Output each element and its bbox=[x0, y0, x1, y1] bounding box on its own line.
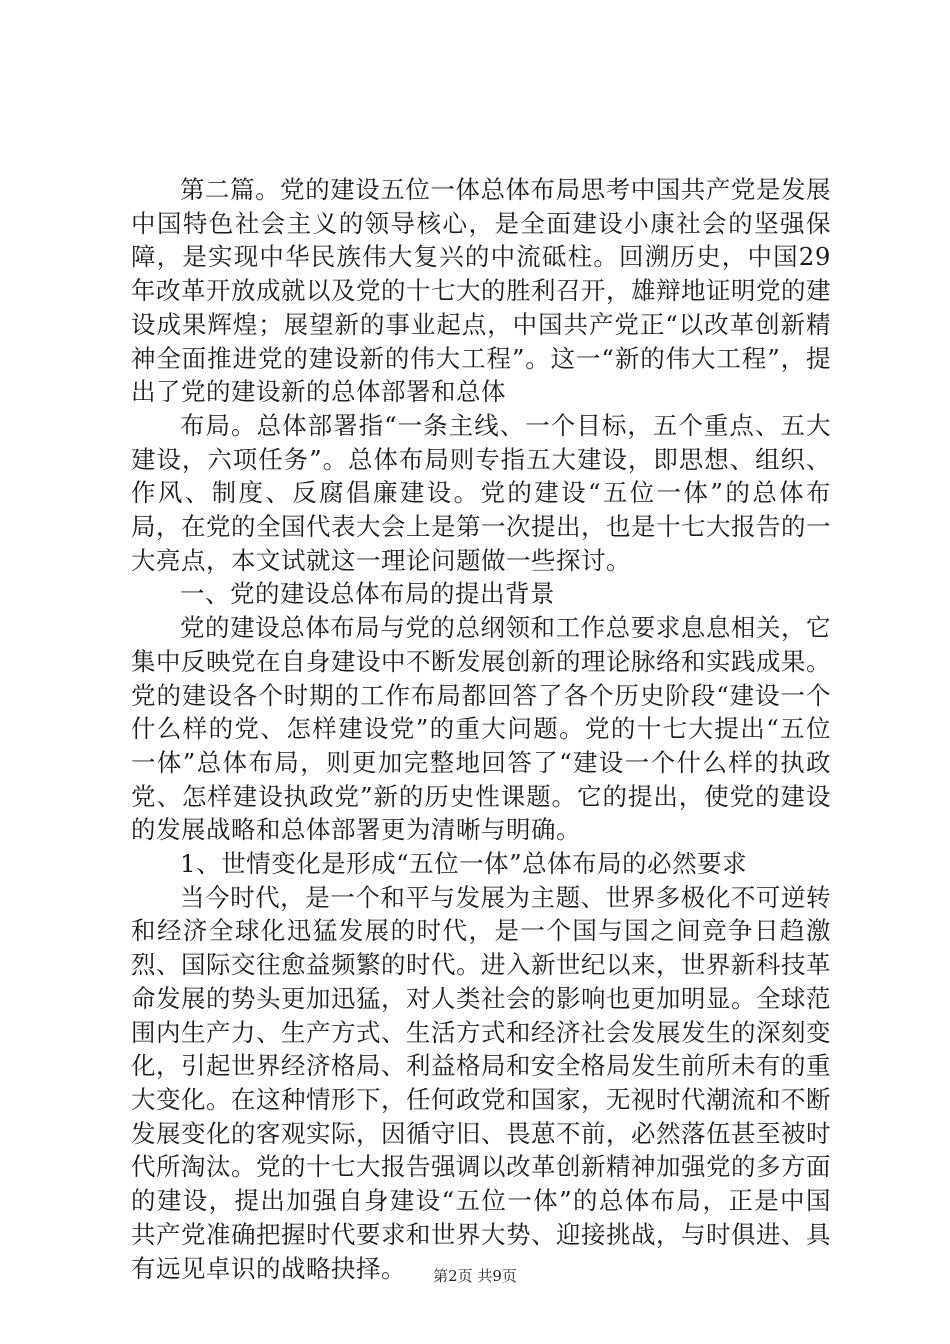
subsection-heading: 1、世情变化是形成“五位一体”总体布局的必然要求 bbox=[180, 849, 748, 879]
page-footer: 第2页 共9页 bbox=[433, 1267, 517, 1285]
paragraph-background: 党的建设总体布局与党的总纲领和工作总要求息息相关，它集中反映党在自身建设中不断发展创新的理论脉络和实践成果。党的建设各个时期的工作布局都回答了各个历史阶段“建设一个什么样的党、怎样建设党”的重大问题。党的十七大提出“五位一体”总体布局，则更加完整地回答了“建设一个什么样的执政党、怎样建设执政党”新的历史性课题。它的提出，使党的建设的发展战略和总体部署更为清晰与明确。 bbox=[131, 613, 831, 845]
section-heading: 一、党的建设总体布局的提出背景 bbox=[180, 579, 555, 609]
paragraph-world-situation: 当今时代，是一个和平与发展为主题、世界多极化不可逆转和经济全球化迅猛发展的时代，是一个国与国之间竞争日趋激烈、国际交往愈益频繁的时代。进入新世纪以来，世界新科技革命发展的势头更加迅猛，对人类社会的影响也更加明显。全球范围内生产力、生产方式、生活方式和经济社会发展发生的深刻变化，引起世界经济格局、利益格局和安全格局发生前所未有的重大变化。在这种情形下，任何政党和国家，无视时代潮流和不断发展变化的客观实际，因循守旧、畏葸不前，必然落伍甚至被时代所淘汰。党的十七大报告强调以改革创新精神加强党的多方面的建设，提出加强自身建设“五位一体”的总体布局，正是中国共产党准确把握时代要求和世界大势、迎接挑战，与时俱进、具有远见卓识的战略抉择。 bbox=[131, 882, 831, 1283]
paragraph-intro: 第二篇。党的建设五位一体总体布局思考中国共产党是发展中国特色社会主义的领导核心，是全面建设小康社会的坚强保障，是实现中华民族伟大复兴的中流砥柱。回溯历史，中国29年改革开放成就以及党的十七大的胜利召开，雄辩地证明党的建设成果辉煌；展望新的事业起点，中国共产党正“以改革创新精神全面推进党的建设新的伟大工程”。这一“新的伟大工程”，提出了党的建设新的总体部署和总体 bbox=[131, 175, 831, 407]
paragraph-layout: 布局。总体部署指“一条主线、一个目标，五个重点、五大建设，六项任务”。总体布局则专指五大建设，即思想、组织、作风、制度、反腐倡廉建设。党的建设“五位一体”的总体布局，在党的全国代表大会上是第一次提出，也是十七大报告的一大亮点，本文试就这一理论问题做一些探讨。 bbox=[131, 410, 831, 575]
body-text bbox=[131, 173, 831, 1285]
